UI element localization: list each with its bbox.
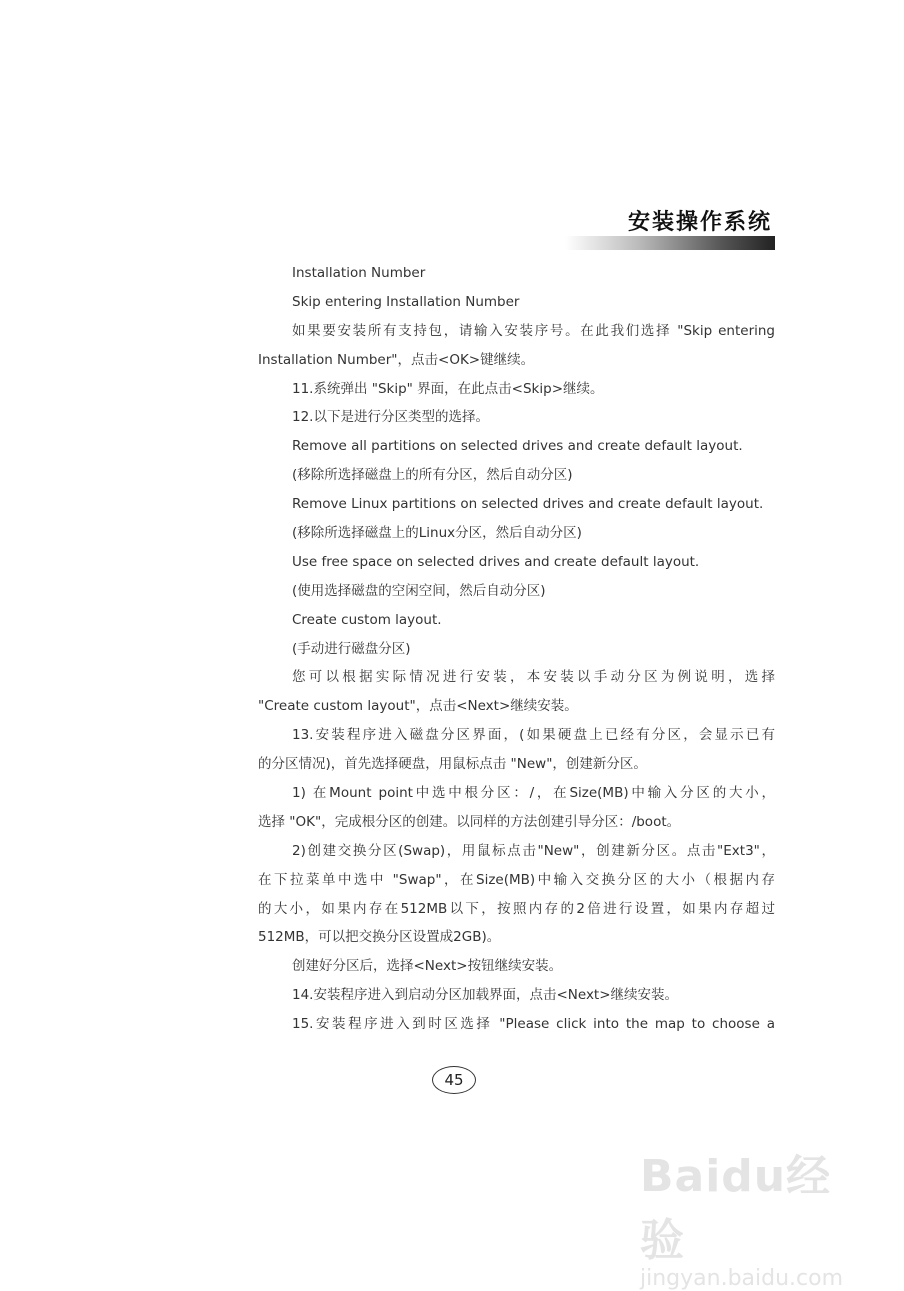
text-line: 13.安装程序进入磁盘分区界面，(如果硬盘上已经有分区，会显示已有 <box>292 727 775 744</box>
text-line: (移除所选择磁盘上的Linux分区，然后自动分区) <box>292 525 582 542</box>
text-line: 您可以根据实际情况进行安装，本安装以手动分区为例说明，选择 <box>292 669 775 686</box>
text-line: 12.以下是进行分区类型的选择。 <box>292 409 489 426</box>
text-line: 14.安装程序进入到启动分区加载界面，点击<Next>继续安装。 <box>292 987 679 1004</box>
title-gradient-bar <box>565 236 775 250</box>
text-line: Installation Number"，点击<OK>键继续。 <box>258 351 535 368</box>
text-line: Skip entering Installation Number <box>292 293 520 310</box>
text-line: (使用选择磁盘的空闲空间，然后自动分区) <box>292 582 546 599</box>
text-line: 11.系统弹出 "Skip" 界面，在此点击<Skip>继续。 <box>292 380 604 397</box>
text-line: Use free space on selected drives and create default layout. <box>292 553 700 570</box>
text-line: 创建好分区后，选择<Next>按钮继续安装。 <box>292 958 563 975</box>
text-line: Installation Number <box>292 265 426 281</box>
text-line: 的分区情况)，首先选择硬盘，用鼠标点击 "New"，创建新分区。 <box>258 756 647 773</box>
baidu-watermark <box>640 1140 860 1291</box>
text-line: 2)创建交换分区(Swap)，用鼠标点击"New"，创建新分区。点击"Ext3"， <box>292 842 775 859</box>
text-line: 1) 在Mount point中选中根分区：/，在Size(MB)中输入分区的大小， <box>292 785 775 802</box>
text-line: "Create custom layout"，点击<Next>继续安装。 <box>258 698 578 715</box>
text-line: Remove Linux partitions on selected drives and create default layout. <box>292 496 764 513</box>
text-line: 512MB，可以把交换分区设置成2GB)。 <box>258 929 501 946</box>
text-line: 选择 "OK"，完成根分区的创建。以同样的方法创建引导分区：/boot。 <box>258 813 681 830</box>
text-line: 15.安装程序进入到时区选择 "Please click into the map to choose a <box>292 1016 775 1033</box>
watermark-logo: Baidu经验 <box>640 1151 832 1266</box>
body-text <box>258 259 775 1039</box>
text-line: Create custom layout. <box>292 611 442 628</box>
text-line: Remove all partitions on selected drives and create default layout. <box>292 438 743 455</box>
watermark-url: jingyan.baidu.com <box>640 1266 844 1291</box>
text-line: 如果要安装所有支持包，请输入安装序号。在此我们选择 "Skip entering <box>292 322 775 339</box>
page-number: 45 <box>432 1066 476 1094</box>
text-line: (手动进行磁盘分区) <box>292 640 411 657</box>
section-title: 安装操作系统 <box>627 210 772 235</box>
text-line: (移除所选择磁盘上的所有分区，然后自动分区) <box>292 467 573 484</box>
text-line: 的大小，如果内存在512MB以下，按照内存的2倍进行设置，如果内存超过 <box>258 900 775 917</box>
text-line: 在下拉菜单中选中 "Swap"，在Size(MB)中输入交换分区的大小（根据内存 <box>258 871 775 888</box>
